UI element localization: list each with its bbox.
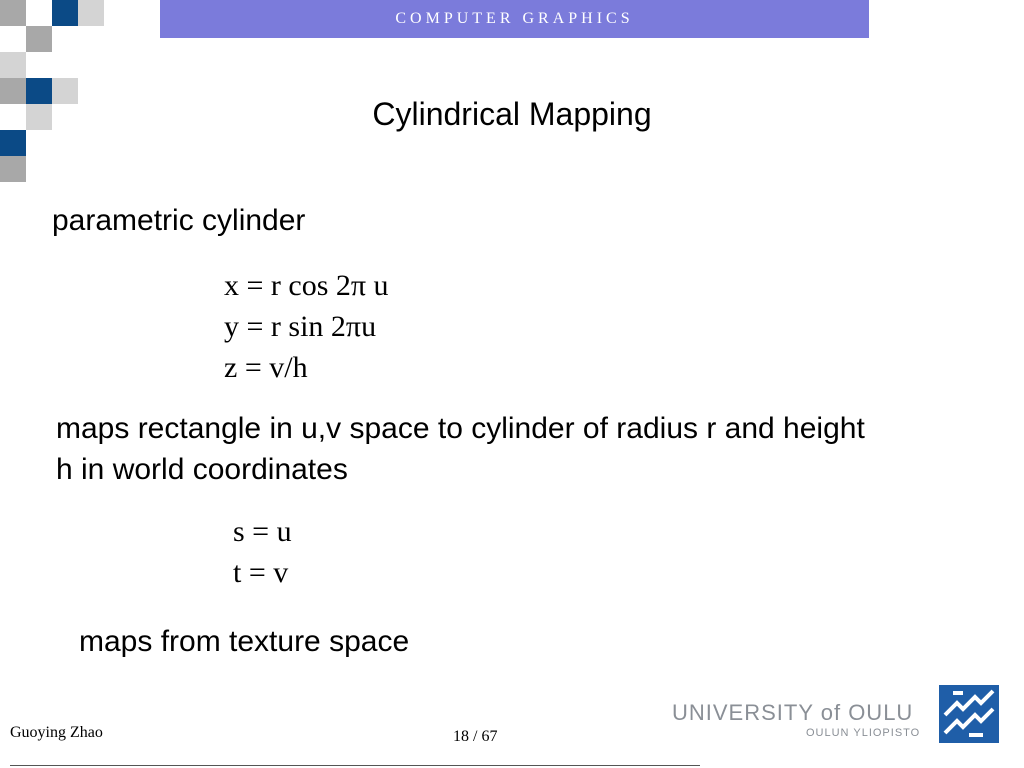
decor-square: [78, 0, 104, 26]
university-logo-icon: [939, 685, 999, 743]
university-subtitle: OULUN YLIOPISTO: [806, 727, 921, 739]
slide-title: Cylindrical Mapping: [372, 96, 652, 132]
equation-line: t = v: [233, 556, 289, 589]
conclusion-text: maps from texture space: [79, 625, 410, 658]
description-line: h in world coordinates: [56, 453, 348, 486]
footer-divider: [10, 765, 700, 766]
decor-square: [0, 52, 26, 78]
equation-line: s = u: [233, 515, 292, 548]
university-name: UNIVERSITY of OULU: [672, 700, 914, 725]
decor-square: [52, 0, 78, 26]
page-number: 18 / 67: [453, 728, 498, 745]
logo-pattern-icon: [939, 685, 999, 743]
intro-text: parametric cylinder: [52, 204, 306, 237]
equation-line: y = r sin 2πu: [224, 310, 377, 343]
decor-square: [0, 130, 26, 156]
footer-author: Guoying Zhao: [10, 724, 103, 741]
header-banner: COMPUTER GRAPHICS: [160, 0, 869, 38]
decor-square: [0, 156, 26, 182]
decor-square: [0, 0, 26, 26]
equation-line: x = r cos 2π u: [224, 269, 389, 302]
equation-line: z = v/h: [224, 351, 308, 384]
description-line: maps rectangle in u,v space to cylinder of radius r and height: [56, 412, 865, 445]
decor-square: [26, 26, 52, 52]
